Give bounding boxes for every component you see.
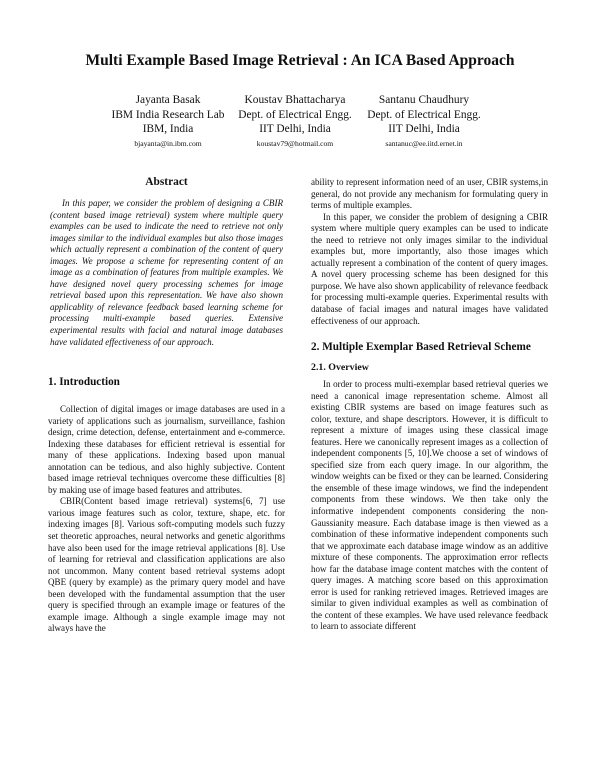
- intro-paragraph-1: Collection of digital images or image databases are used in a variety of applications such as journalism, surveillance, fashion design, crime detection, defense, entertainment and e-commerce. Indexing these databases for efficient retrieval is essential for many of these applications. Indexing based upon manual annotation can be tedious, and also highly subjective. Content based image retrieval techniques overcome these difficulties [8] by making use of image based features and attributes.: [48, 404, 285, 495]
- intro-paragraph-2: CBIR(Content based image retrieval) systems[6, 7] use various image features such as color, texture, shape, etc. for indexing images [8]. Various soft-computing models such fuzzy set theoretic approaches, neural networks and genetic algorithms have also been used for the image retrieval applications [8]. Use of learning for retrieval and classification applications are also not uncommon. Many content based retrieval systems adopt QBE (query by example) as the primary query model and have been developed with the fundamental assumption that the user query is specified through an example image or features of the example image. Although a single example image may not always have the: [48, 496, 285, 634]
- author-location: IIT Delhi, India: [259, 123, 331, 136]
- author-affiliation: Dept. of Electrical Engg.: [238, 108, 352, 121]
- abstract-text: In this paper, we consider the problem of designing a CBIR (content based image retrieval) system where multiple query examples can be used to indicate the need to retrieve not only images similar to the individual examples but also those images which actually represent a combination of the content of query images. We propose a scheme for representing content of an image as a combination of features from multiple examples. We have designed novel query processing schemes for image retrieval based upon this representation. We have also shown applicablity of relevance feedback based learning scheme for processing multi-example based queries. Extensive experimental results with facial and natural image databases have validated effectiveness of our approach.: [50, 198, 283, 347]
- author-name: Santanu Chaudhury: [378, 94, 470, 106]
- author-email: bjayanta@in.ibm.com: [134, 138, 202, 148]
- author-name: Koustav Bhattacharya: [244, 94, 346, 106]
- overview-paragraph: In order to process multi-exemplar based retrieval queries we need a canonical image representation scheme. Almost all existing CBIR systems are based on image features such as color, texture, and shape descriptors. However, it is difficult to represent a mixture of images using these classical image features. Here we canonically represent images as a collection of independent components [5, 10].We choose a set of windows of specified size from each query image. In our algorithm, the window weights can be fixed or they can be learned. Considering the ensemble of these image windows, we find the independent components from these windows. We then take only the informative independent components considering the non-Gaussianity measure. Each database image is then viewed as a combination of these informative independent components such that we approximate each database image window as an additive mixture of these components. The approximation error reflects how far the database image content matches with the content of query images. A matching score based on this approximation error is used for ranking retrieved images. Retrieved images are similar to given individual examples as well as combination of the content of these examples. We have used relevance feedback to learn to associate different: [311, 379, 548, 632]
- intro-body: [48, 404, 285, 635]
- author-email: santanuc@ee.iitd.ernet.in: [385, 138, 463, 148]
- section-2-heading: 2. Multiple Exemplar Based Retrieval Scheme: [311, 341, 531, 353]
- subsection-2-1-heading: 2.1. Overview: [311, 362, 369, 373]
- author-1: [100, 93, 236, 149]
- overview-body: [311, 379, 548, 633]
- section-1-heading: 1. Introduction: [48, 376, 120, 388]
- author-3: [356, 93, 492, 149]
- author-affiliation: IBM India Research Lab: [111, 108, 225, 121]
- right-column-top: [311, 177, 548, 327]
- abstract-heading: Abstract: [145, 176, 188, 188]
- author-location: IIT Delhi, India: [388, 123, 460, 136]
- intro-paragraph-4: In this paper, we consider the problem of designing a CBIR system where multiple query examples can be used to indicate the need to retrieve not only images similar to the individual examples but, more importantly, also those images which actually represent a combination of the content of query images. A novel query processing scheme has been designed for this purpose. We have also shown applicability of relevance feedback for processing multi-example queries. Experimental results with database of facial images and natural images have validated effectiveness of our approach.: [311, 211, 548, 326]
- author-2: [230, 93, 360, 149]
- author-affiliation: Dept. of Electrical Engg.: [367, 108, 481, 121]
- author-email: koustav79@hotmail.com: [256, 138, 334, 148]
- intro-paragraph-3: ability to represent information need of an user, CBIR systems,in general, do not provide any mechanism for formulating query in terms of multiple examples.: [311, 177, 548, 211]
- paper-title: Multi Example Based Image Retrieval : An ICA Based Approach: [85, 52, 515, 69]
- author-name: Jayanta Basak: [135, 94, 201, 106]
- author-location: IBM, India: [142, 123, 194, 136]
